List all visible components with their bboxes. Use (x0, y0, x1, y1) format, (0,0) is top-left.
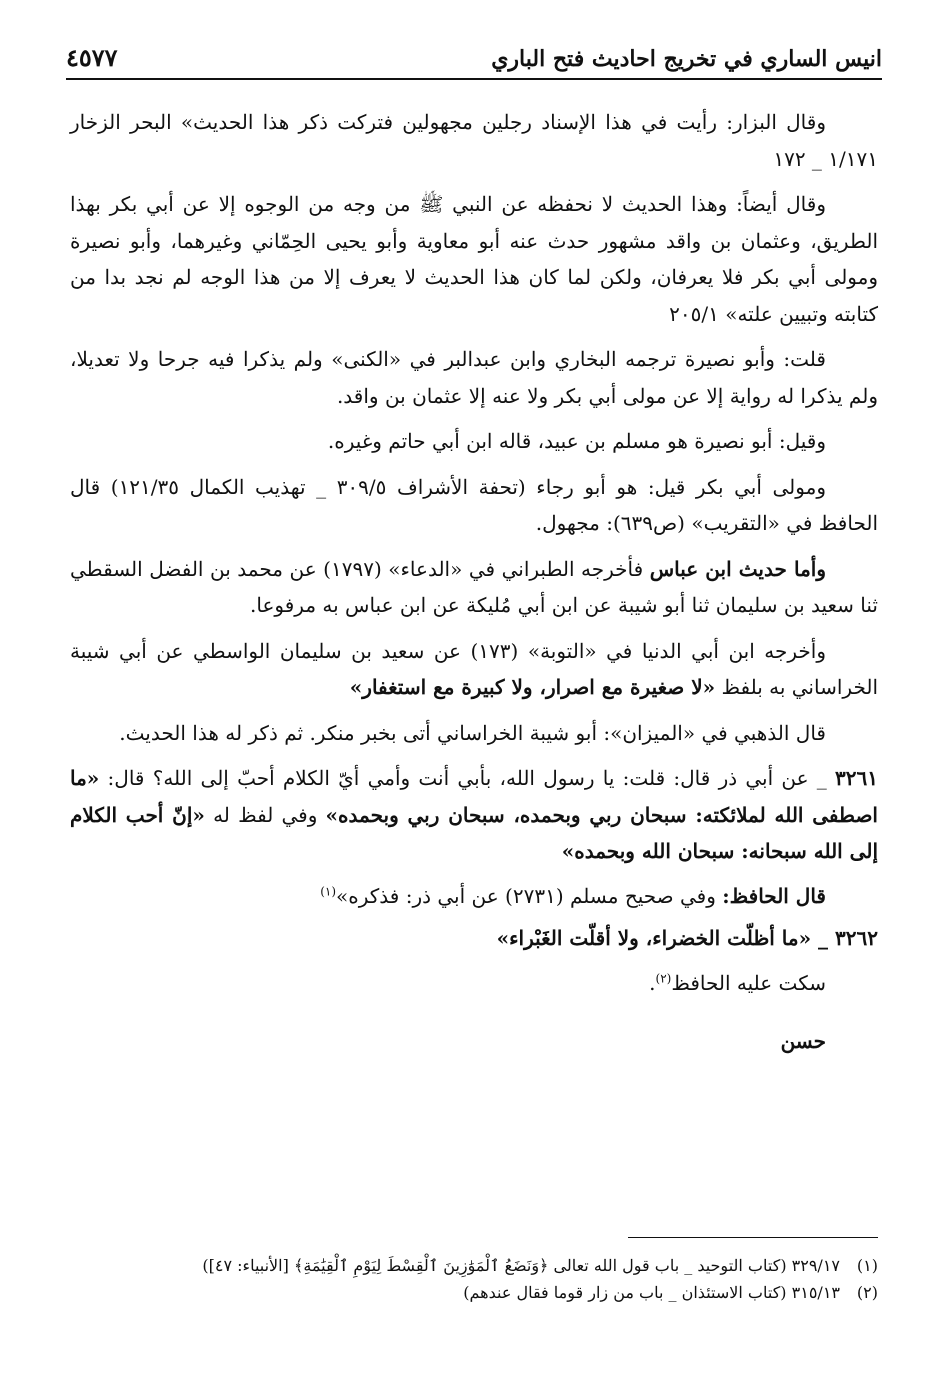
hadith-matn: «ما اصطفى الله لملائكته: سبحان ربي وبحمده، سبحان ربي وبحمده» (70, 766, 878, 827)
paragraph-muslim-ibn-ubaid: وقيل: أبو نصيرة هو مسلم بن عبيد، قاله ابن أبي حاتم وغيره. (327, 429, 826, 453)
hafiz-label: قال الحافظ: (722, 883, 826, 908)
hadith-number: ٣٢٦٢ (835, 926, 878, 950)
bold-lead: وأما حديث ابن عباس (649, 556, 826, 581)
paragraph-dhahabi: قال الذهبي في «الميزان»: أبو شيبة الخراساني أتى بخبر منكر. ثم ذكر له هذا الحديث. (119, 720, 826, 745)
footnote-ref-2[interactable]: (٢) (655, 970, 672, 985)
paragraph-bazzar-also: وقال أيضاً: وهذا الحديث لا نحفظه عن النبي ﷺ من وجه من الوجوه إلا عن أبي بكر بهذا الطريق، وعثمان بن واقد مشهور حدث عنه أبو معاوية وأبو يحيى الحِمّاني وغيرهما، وأبو نصيرة ومولى أبي بكر فلا يعرفان، ولكن لما كان هذا الحديث لا يعرف إلا من هذا الوجه لم نجد بدا من كتابته وتبيين علته» ٢٠٥/١ (70, 192, 878, 326)
main-text (70, 104, 878, 1060)
book-title: انيس الساري في تخريج احاديث فتح الباري (491, 46, 882, 72)
running-header (66, 34, 882, 80)
footnote-number: (٢) (856, 1283, 878, 1302)
hadith-grade: حسن (780, 1029, 826, 1053)
page-number: ٤٥٧٧ (66, 43, 118, 72)
paragraph-mawla-abi-bakr: ومولى أبي بكر قيل: هو أبو رجاء (تحفة الأشراف ٣٠٩/٥ _ تهذيب الكمال ١٢١/٣٥) قال الحافظ في «التقريب» (ص٦٣٩): مجهول. (70, 474, 878, 535)
hafiz-comment: قال الحافظ: وفي صحيح مسلم (٢٧٣١) عن أبي ذر: فذكره»$^{(١)}$ (320, 883, 826, 908)
footnote-2: (٢)٣١٥/١٣ (كتاب الاستئذان _ باب من زار قوما فقال عندهم) (70, 1279, 878, 1306)
footnote-1: (١)٣٢٩/١٧ (كتاب التوحيد _ باب قول الله تعالى ﴿وَنَضَعُ ٱلْمَوَٰزِينَ ٱلْقِسْطَ لِيَوْمِ ٱلْقِيَٰمَةِ﴾ [الأنبياء: ٤٧]) (70, 1252, 878, 1279)
paragraph-abu-nasira: قلت: وأبو نصيرة ترجمه البخاري وابن عبدالبر في «الكنى» ولم يذكرا فيه جرحا ولا تعديلا، ولم يذكرا له رواية إلا عن مولى أبي بكر ولا عنه إلا عثمان بن واقد. (70, 347, 878, 408)
paragraph-ibn-abi-dunya: وأخرجه ابن أبي الدنيا في «التوبة» (١٧٣) عن سعيد بن سليمان الواسطي عن أبي شيبة الخراساني به بلفظ «لا صغيرة مع اصرار، ولا كبيرة مع استغفار» (70, 638, 878, 699)
hadith-matn: _ «ما أظلّت الخضراء، ولا أقلّت الغَبْراء» (496, 926, 836, 950)
hadith-matn-variant: «إنّ أحب الكلام إلى الله سبحانه: سبحان الله وبحمده» (70, 802, 878, 863)
hadith-3261: ٣٢٦١ _ عن أبي ذر قال: قلت: يا رسول الله، بأبي أنت وأمي أيّ الكلام أحبّ إلى الله؟ قال: «ما اصطفى الله لملائكته: سبحان ربي وبحمده، سبحان ربي وبحمده» وفي لفظ له «إنّ أحب الكلام إلى الله سبحانه: سبحان الله وبحمده» (70, 766, 878, 863)
hadith-number: ٣٢٦١ (835, 766, 878, 790)
hafiz-silence: سكت عليه الحافظ$^{(٢)}$. (649, 970, 826, 995)
paragraph-ibn-abbas: وأما حديث ابن عباس فأخرجه الطبراني في «الدعاء» (١٧٩٧) عن محمد بن الفضل السقطي ثنا سعيد بن سليمان ثنا أبو شيبة عن ابن أبي مُليكة عن ابن عباس به مرفوعا. (70, 556, 878, 617)
footnote-ref-1[interactable]: (١) (320, 883, 337, 898)
bold-quote: «لا صغيرة مع اصرار، ولا كبيرة مع استغفار» (349, 675, 716, 699)
hadith-3262 (70, 920, 878, 957)
footnote-divider (628, 1237, 878, 1238)
paragraph-bazzar: وقال البزار: رأيت في هذا الإسناد رجلين مجهولين فتركت ذكر هذا الحديث» البحر الزخار ١/١٧١ _ ١٧٢ (70, 110, 878, 171)
footnote-number: (١) (856, 1256, 878, 1275)
footnotes (70, 1252, 878, 1306)
